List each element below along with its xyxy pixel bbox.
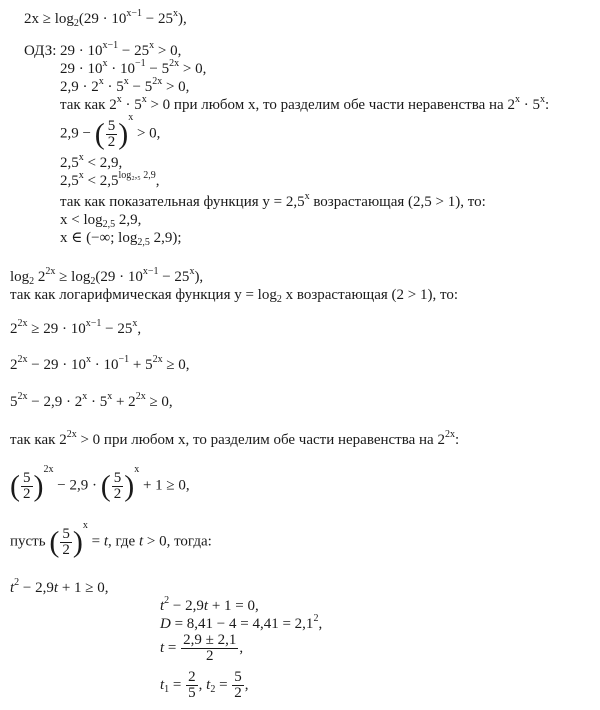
fraction-denominator: 2	[206, 648, 214, 664]
text-segment: так как 2	[10, 432, 67, 448]
text-segment: log	[10, 269, 30, 285]
subscript: 2,5	[102, 219, 116, 230]
fraction	[181, 633, 238, 664]
superscript: x−1	[85, 318, 102, 329]
parenthesized-fraction-power: ( $\frac{5}{2}$ )x	[94, 112, 134, 151]
superscript: x	[107, 391, 113, 402]
italic-variable: D	[160, 616, 171, 632]
superscript: x	[82, 391, 88, 402]
math-line-odz-8	[60, 193, 486, 211]
left-paren: (	[10, 469, 20, 503]
math-line-step-6	[10, 431, 459, 449]
math-line-odz-6	[60, 154, 122, 172]
fraction	[21, 471, 33, 502]
text-segment: > 0,	[179, 61, 207, 77]
math-line-quad-1	[160, 597, 259, 615]
italic-variable: t	[160, 639, 165, 656]
italic-variable: t	[206, 676, 211, 693]
superscript: x	[173, 8, 179, 19]
superscript: 2x	[17, 318, 28, 329]
superscript: x	[141, 94, 147, 105]
text-segment: =	[164, 639, 181, 656]
superscript: x	[78, 170, 84, 181]
math-line-odz-3	[60, 78, 189, 96]
subscript: 2	[73, 18, 79, 29]
text-segment: ,	[137, 321, 142, 337]
text-segment: ОДЗ:	[24, 43, 57, 59]
superscript: 2	[14, 577, 20, 588]
subscript: 2	[210, 683, 216, 695]
superscript: 2x	[152, 354, 163, 365]
superscript: log₂,₅ 2,9	[118, 170, 156, 181]
right-paren: )	[118, 117, 129, 151]
text-segment: > 0,	[162, 79, 190, 95]
text-segment: = 8,41 − 4 = 4,41 = 2,1	[170, 616, 314, 632]
text-segment: 2,5	[60, 173, 79, 189]
text-segment: ≥ 0,	[162, 357, 190, 373]
superscript: x	[116, 94, 122, 105]
text-segment: + 1 ≥ 0,	[58, 580, 109, 596]
text-segment: возрастающая (2,5 > 1), то:	[309, 194, 486, 210]
text-segment: так как логарифмическая функция y = log	[10, 287, 277, 303]
text-segment: 29 · 10	[60, 43, 103, 59]
superscript: 2x	[444, 429, 455, 440]
fraction-denominator: 2	[113, 486, 122, 503]
superscript: −1	[135, 58, 146, 69]
text-segment: − 2,9 ·	[53, 477, 101, 494]
text-segment: · 5	[121, 97, 142, 113]
text-segment: − 25	[142, 11, 174, 27]
math-line-odz-9	[60, 211, 141, 229]
math-line-step-9	[10, 579, 109, 597]
text-segment: · 5	[103, 79, 124, 95]
superscript: x	[98, 76, 104, 87]
text-segment: 2	[10, 357, 18, 373]
fraction-numerator: 5	[23, 470, 31, 487]
math-line-odz-label	[24, 42, 56, 60]
text-segment: > 0,	[154, 43, 182, 59]
text-segment: 2,9,	[115, 212, 142, 228]
fraction-numerator: 2,9 ± 2,1	[183, 632, 237, 648]
fraction-numerator: 5	[234, 669, 242, 685]
text-segment: ,	[198, 676, 207, 693]
superscript: x	[304, 191, 310, 202]
text-segment: − 2,9 · 2	[27, 394, 83, 410]
superscript: x	[85, 354, 91, 365]
text-segment: ,	[318, 616, 323, 632]
superscript: x	[149, 40, 155, 51]
subscript: 2,5	[137, 237, 150, 248]
math-line-step-1	[10, 268, 203, 286]
text-segment: · 10	[107, 61, 135, 77]
text-segment: =	[169, 676, 186, 693]
parenthesized-fraction-power: ( $\frac{5}{2}$ )x	[100, 464, 140, 503]
superscript: x−1	[142, 266, 159, 277]
text-segment: ,	[244, 676, 249, 693]
parenthesized-fraction-power: ( $\frac{5}{2}$ )x	[49, 520, 88, 559]
superscript: 2x	[169, 58, 180, 69]
math-line-step-3	[10, 320, 141, 338]
text-segment: 2	[34, 269, 46, 285]
text-segment: , где	[107, 533, 139, 550]
text-segment: − 29 · 10	[27, 357, 86, 373]
text-segment: − 25	[158, 269, 190, 285]
text-segment: 29 · 10	[60, 61, 103, 77]
subscript: 1	[164, 683, 170, 695]
math-line-odz-10	[60, 229, 182, 247]
italic-variable: t	[103, 533, 108, 550]
superscript: 2x	[66, 429, 77, 440]
math-line-step-5	[10, 393, 173, 411]
math-line-step-7	[10, 464, 190, 503]
superscript: x	[102, 58, 108, 69]
math-line-quad-2	[160, 615, 322, 633]
fraction-numerator: 2	[188, 669, 196, 685]
math-line-odz-7	[60, 172, 159, 190]
fraction-numerator: 5	[113, 470, 122, 487]
text-segment: − 5	[128, 79, 153, 95]
fraction-denominator: 2	[23, 486, 31, 503]
text-segment: так как показательная функция y = 2,5	[60, 194, 305, 210]
superscript: x	[539, 94, 545, 105]
text-segment: 2	[10, 321, 18, 337]
subscript: 2	[276, 294, 282, 305]
math-line-odz-4	[60, 96, 549, 114]
fraction-numerator: 5	[62, 526, 70, 543]
text-segment: 2,5	[60, 155, 79, 171]
text-segment: − 2,9	[169, 598, 204, 614]
text-segment: < 2,9,	[83, 155, 123, 171]
superscript: 2x	[17, 354, 28, 365]
superscript: 2x	[152, 76, 163, 87]
text-segment: :	[454, 432, 460, 448]
math-line-step-4	[10, 356, 190, 374]
text-segment: так как 2	[60, 97, 117, 113]
text-segment: =	[87, 533, 104, 550]
text-segment: + 2	[112, 394, 136, 410]
text-segment: x возрастающая (2 > 1), то:	[281, 287, 458, 303]
superscript: x	[78, 152, 84, 163]
fraction	[232, 670, 244, 701]
text-segment: < 2,5	[83, 173, 119, 189]
fraction	[186, 670, 198, 701]
superscript: 2x	[45, 266, 56, 277]
parenthesized-fraction-power: ( $\frac{5}{2}$ )2x	[10, 464, 54, 503]
text-segment: > 0 при любом x, то разделим обе части неравенства на 2	[76, 432, 445, 448]
text-segment: (29 · 10	[95, 269, 143, 285]
subscript: 2	[29, 276, 35, 287]
math-line-step-8	[10, 520, 212, 559]
math-line-odz-2	[60, 60, 206, 78]
text-segment: ,	[239, 639, 244, 656]
italic-variable: t	[160, 676, 165, 693]
superscript: 2	[164, 595, 170, 606]
fraction	[112, 471, 124, 502]
math-line-quad-4	[160, 670, 249, 701]
fraction-denominator: 2	[62, 542, 70, 559]
text-segment: пусть	[10, 533, 50, 550]
text-segment: · 5	[87, 394, 108, 410]
text-segment: > 0, тогда:	[143, 533, 212, 550]
math-line-eq-main	[24, 10, 187, 28]
text-segment: 2,9 · 2	[60, 79, 99, 95]
left-paren: (	[94, 117, 105, 151]
left-paren: (	[100, 469, 111, 503]
right-paren: )	[33, 469, 44, 503]
text-segment: (29 · 10	[78, 11, 127, 27]
superscript: x	[132, 318, 138, 329]
superscript: x	[189, 266, 195, 277]
text-segment: =	[215, 676, 232, 693]
text-segment: ≥ log	[55, 269, 91, 285]
text-segment: ≥ 29 · 10	[27, 321, 86, 337]
italic-variable: t	[203, 598, 209, 614]
superscript: −1	[118, 354, 130, 365]
right-paren: )	[124, 469, 135, 503]
text-segment: ),	[178, 11, 187, 27]
fraction-denominator: 5	[188, 685, 196, 701]
math-line-step-2	[10, 286, 458, 304]
superscript: x	[514, 94, 520, 105]
superscript: x−1	[102, 40, 119, 51]
text-segment: − 5	[145, 61, 170, 77]
fraction-numerator: 5	[107, 118, 116, 135]
text-segment: · 5	[519, 97, 540, 113]
text-segment: − 25	[118, 43, 150, 59]
math-line-odz-5	[60, 112, 161, 151]
text-segment: − 25	[101, 321, 133, 337]
math-line-quad-3	[160, 633, 243, 664]
italic-variable: t	[10, 580, 15, 596]
fraction-denominator: 2	[234, 685, 242, 701]
italic-variable: t	[138, 533, 144, 550]
right-paren: )	[72, 525, 83, 559]
text-segment: x ∈ (−∞; log	[60, 230, 138, 246]
text-segment: + 5	[129, 357, 153, 373]
text-segment: 2,9 −	[60, 125, 95, 142]
text-segment: 2,9);	[149, 230, 182, 246]
text-segment: ≥ 0,	[145, 394, 173, 410]
text-segment: :	[544, 97, 550, 113]
superscript: 2x	[17, 391, 28, 402]
superscript: x	[123, 76, 129, 87]
fraction	[60, 527, 72, 558]
text-segment: 2x ≥ log	[24, 11, 74, 27]
superscript: 2x	[135, 391, 146, 402]
text-segment: 5	[10, 394, 18, 410]
text-segment: · 10	[90, 357, 119, 373]
subscript: 2	[90, 276, 96, 287]
text-segment: − 2,9	[19, 580, 54, 596]
text-segment: ),	[194, 269, 204, 285]
italic-variable: t	[53, 580, 59, 596]
italic-variable: t	[160, 598, 165, 614]
text-segment: > 0,	[133, 125, 161, 142]
text-segment: x < log	[60, 212, 103, 228]
fraction	[106, 119, 118, 150]
superscript: x−1	[126, 8, 143, 19]
text-segment: > 0 при любом x, то разделим обе части неравенства на 2	[146, 97, 515, 113]
text-segment: + 1 = 0,	[208, 598, 259, 614]
left-paren: (	[49, 525, 60, 559]
math-line-odz-1	[60, 42, 181, 60]
text-segment: + 1 ≥ 0,	[139, 477, 190, 494]
text-segment: ,	[155, 173, 160, 189]
superscript: 2	[313, 613, 319, 624]
fraction-denominator: 2	[107, 134, 116, 151]
